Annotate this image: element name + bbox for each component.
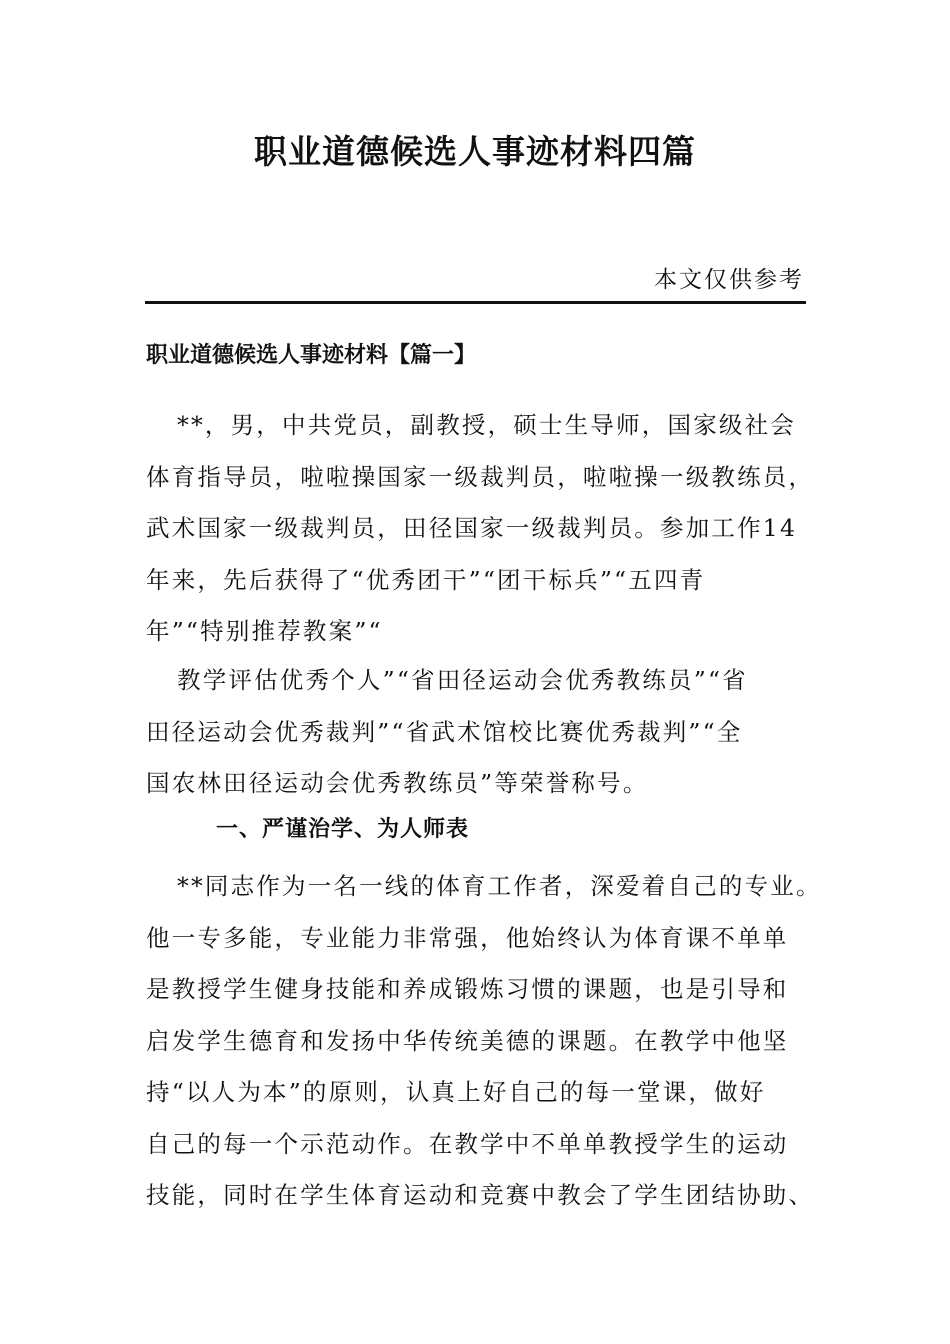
- paragraph-honors: [146, 655, 806, 810]
- paragraph-line: 体育指导员，啦啦操国家一级裁判员，啦啦操一级教练员，: [146, 462, 815, 491]
- header-divider: [145, 301, 806, 304]
- paragraph-line: 他一专多能，专业能力非常强，他始终认为体育课不单单: [146, 923, 789, 952]
- paragraph-line: 持“以人为本”的原则，认真上好自己的每一堂课，做好: [146, 1078, 766, 1106]
- paragraph-intro: [146, 400, 815, 658]
- paragraph-teaching: [146, 861, 822, 1222]
- paragraph-line: **同志作为一名一线的体育工作者，深爱着自己的专业。: [177, 872, 822, 900]
- paragraph-line: 年来，先后获得了“优秀团干”“团干标兵”“五四青: [146, 565, 706, 594]
- paragraph-line: 自己的每一个示范动作。在教学中不单单教授学生的运动: [146, 1129, 789, 1158]
- paragraph-line: **，男，中共党员，副教授，硕士生导师，国家级社会: [177, 411, 796, 439]
- paragraph-line: 年”“特别推荐教案”“: [146, 617, 383, 645]
- reference-note: 本文仅供参考: [654, 267, 804, 293]
- paragraph-line: 武术国家一级裁判员，田径国家一级裁判员。参加工作14: [146, 514, 798, 542]
- paragraph-line: 启发学生德育和发扬中华传统美德的课题。在教学中他坚: [146, 1026, 789, 1055]
- paragraph-line: 教学评估优秀个人”“省田径运动会优秀教练员”“省: [177, 666, 748, 694]
- paragraph-line: 田径运动会优秀裁判”“省武术馆校比赛优秀裁判”“全: [146, 717, 743, 746]
- paragraph-line: 国农林田径运动会优秀教练员”等荣誉称号。: [146, 769, 649, 797]
- paragraph-line: 技能，同时在学生体育运动和竞赛中教会了学生团结协助、: [146, 1181, 815, 1209]
- paragraph-line: 是教授学生健身技能和养成锻炼习惯的课题，也是引导和: [146, 975, 789, 1003]
- section-heading: 职业道德候选人事迹材料【篇一】: [146, 343, 477, 368]
- subheading-rigorous-scholarship: 一、严谨治学、为人师表: [216, 817, 470, 842]
- page-title: 职业道德候选人事迹材料四篇: [254, 132, 696, 171]
